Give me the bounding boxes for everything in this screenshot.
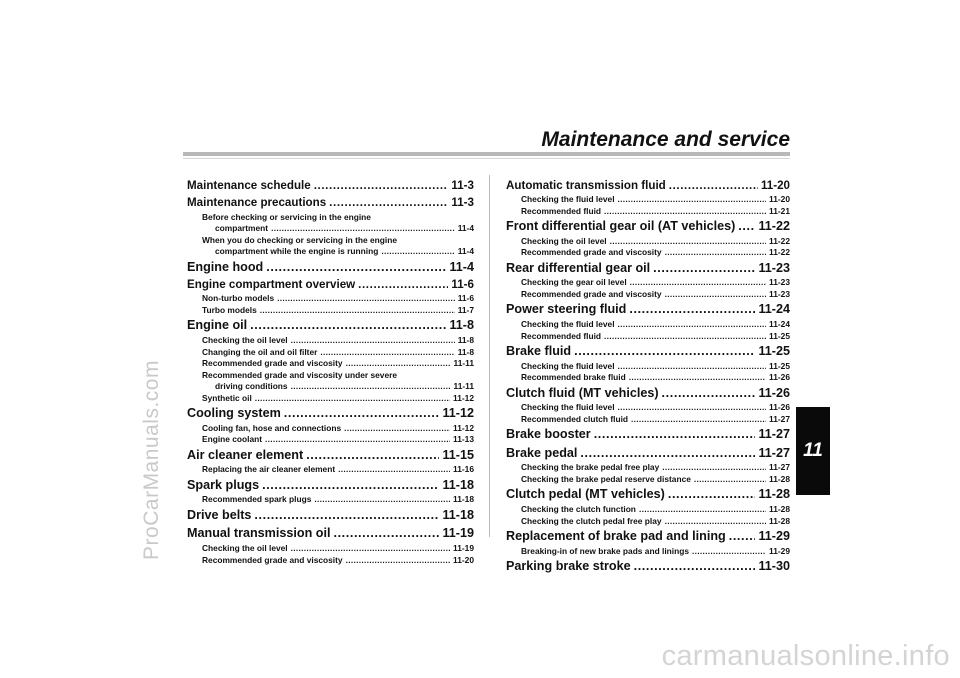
toc-entry[interactable] [187,404,474,423]
dot-leader [639,504,766,513]
toc-subentry-page: 11-28 [769,473,790,484]
dot-leader [266,258,446,271]
dot-leader [694,474,766,483]
toc-subentry[interactable] [187,555,474,567]
dot-leader [610,236,766,245]
toc-entry-title: Clutch fluid (MT vehicles) [506,385,659,400]
dot-leader [346,555,450,564]
dot-leader [631,414,766,423]
toc-subentry-page: 11-16 [453,464,474,475]
toc-entry-page: 11-12 [442,406,474,421]
toc-entry-page: 11-19 [442,526,474,541]
toc-subentry[interactable] [187,223,474,235]
toc-entry-page: 11-3 [451,179,474,192]
toc-subentry-title: Replacing the air cleaner element [202,464,336,475]
toc-subentry-page: 11-4 [457,223,474,234]
toc-entry-title: Brake fluid [506,344,572,359]
toc-subentry-page: 11-25 [769,360,790,371]
toc-subentry-page: 11-7 [457,304,474,315]
toc-subentry-page: 11-12 [453,422,474,433]
toc-subentry-title: Cooling fan, hose and connections [202,422,342,433]
toc-entry[interactable] [187,524,474,543]
toc-subentry-title: Checking the fluid level [521,360,615,371]
toc-subentry-title: Synthetic oil [202,392,252,403]
dot-leader [653,259,755,272]
dot-leader [669,177,758,189]
toc-subentry-page: 11-27 [769,413,790,424]
toc-subentry[interactable] [506,319,790,331]
toc-subentry[interactable] [506,546,790,558]
toc-subentry-page: 11-6 [457,293,474,304]
dot-leader [580,444,755,457]
toc-entry-title: Clutch pedal (MT vehicles) [506,487,665,502]
toc-entry-page: 11-18 [442,507,474,522]
toc-subentry-title: Recommended brake fluid [521,372,626,383]
toc-subentry-title: Recommended grade and viscosity [202,554,343,565]
dot-leader [314,177,449,189]
watermark-left-text: ProCarManuals.com [140,360,163,560]
toc-subentry[interactable] [187,393,474,405]
dot-leader [291,335,455,344]
toc-entry[interactable] [187,258,474,277]
toc-subentry-page: 11-20 [769,194,790,205]
toc-subentry-title: Recommended fluid [521,330,602,341]
dot-leader [329,194,448,206]
toc-subentry-page: 11-8 [457,335,474,346]
dot-leader [604,331,766,340]
toc-subentry[interactable] [187,434,474,446]
toc-subentry-title: Recommended spark plugs [202,494,312,505]
header-rule [183,152,790,156]
watermark-left [137,250,167,670]
toc-subentry-line[interactable]: When you do checking or servicing in the engine [202,234,397,245]
dot-leader [271,223,455,232]
toc-subentry[interactable] [506,372,790,384]
dot-leader [333,524,439,537]
dot-leader [665,289,766,298]
toc-subentry-page: 11-12 [453,392,474,403]
dot-leader [344,423,450,432]
toc-entry-page: 11-23 [758,260,790,275]
toc-subentry[interactable] [506,206,790,218]
toc-subentry[interactable] [506,361,790,373]
toc-subentry[interactable] [187,423,474,435]
toc-subentry-line[interactable]: Before checking or servicing in the engine [202,211,371,222]
dot-leader [629,372,766,381]
dot-leader [262,476,439,489]
toc-subentry[interactable] [506,474,790,486]
toc-subentry-page: 11-11 [453,381,474,392]
column-divider [489,175,490,537]
toc-subentry[interactable] [187,494,474,506]
toc-subentry-title: Checking the oil level [521,235,607,246]
toc-entry[interactable] [187,506,474,525]
toc-entry-title: Brake booster [506,427,591,442]
dot-leader [291,381,451,390]
dot-leader [284,404,440,417]
dot-leader [574,342,755,355]
toc-subentry[interactable] [506,194,790,206]
toc-entry[interactable] [187,446,474,465]
dot-leader [665,247,766,256]
toc-entry[interactable] [506,259,790,278]
toc-entry-page: 11-18 [442,477,474,492]
toc-subentry[interactable] [506,289,790,301]
toc-subentry[interactable] [187,347,474,359]
dot-leader [594,425,756,438]
toc-subentry-title: Recommended fluid [521,205,602,216]
toc-subentry-title: Turbo models [202,304,257,315]
toc-subentry[interactable] [187,381,474,393]
toc-subentry[interactable] [506,236,790,248]
toc-subentry-title: Checking the fluid level [521,194,615,205]
toc-entry-page: 11-4 [449,259,474,274]
toc-subentry-title: Checking the clutch function [521,504,636,515]
toc-entry[interactable] [506,527,790,546]
toc-subentry-title: Checking the gear oil level [521,277,627,288]
toc-subentry[interactable] [506,331,790,343]
toc-entry-page: 11-26 [758,385,790,400]
toc-entry[interactable] [506,300,790,319]
toc-subentry-page: 11-11 [453,358,474,369]
toc-subentry-page: 11-25 [769,330,790,341]
toc-subentry-title: Checking the brake pedal reserve distance [521,473,691,484]
toc-entry-title: Replacement of brake pad and lining [506,529,726,544]
toc-subentry-title: compartment while the engine is running [215,246,379,257]
toc-entry-page: 11-30 [758,559,790,574]
toc-subentry-title: Engine coolant [202,434,263,445]
chapter-tab[interactable]: 11 [796,407,830,495]
toc-entry-page: 11-3 [451,196,474,210]
toc-subentry-title: Checking the fluid level [521,319,615,330]
toc-subentry-line[interactable]: Recommended grade and viscosity under severe [202,369,398,380]
dot-leader [265,434,450,443]
dot-leader [618,319,766,328]
toc-entry-page: 11-6 [451,278,474,292]
toc-entry-title: Power steering fluid [506,302,627,317]
toc-entry[interactable] [506,342,790,361]
toc-subentry-page: 11-20 [453,554,474,565]
toc-subentry[interactable] [187,543,474,555]
dot-leader [618,361,766,370]
toc-subentry-title: Recommended grade and viscosity [521,288,662,299]
dot-leader [629,300,755,313]
toc-subentry[interactable] [506,402,790,414]
toc-entry-page: 11-27 [758,427,790,442]
dot-leader [738,217,755,230]
dot-leader [604,206,766,215]
dot-leader [662,384,756,397]
toc-entry[interactable] [506,177,790,194]
toc-entry-title: Automatic transmission fluid [506,179,666,192]
dot-leader [358,276,448,288]
dot-leader [306,446,439,459]
toc-entry[interactable] [506,217,790,236]
toc-entry-title: Front differential gear oil (AT vehicles) [506,219,736,234]
toc-entry-title: Parking brake stroke [506,559,631,574]
toc-subentry-page: 11-29 [769,545,790,556]
dot-leader [346,358,451,367]
toc-entry[interactable] [187,316,474,335]
toc-subentry[interactable] [187,305,474,317]
toc-subentry-title: Changing the oil and oil filter [202,346,318,357]
dot-leader [692,546,766,555]
toc-subentry-title: Checking the clutch pedal free play [521,515,662,526]
toc-subentry[interactable] [187,246,474,258]
toc-subentry-title: compartment [215,223,269,234]
toc-entry-page: 11-15 [442,447,474,462]
dot-leader [260,305,455,314]
dot-leader [314,494,450,503]
toc-subentry[interactable] [506,277,790,289]
toc-subentry[interactable] [506,247,790,259]
toc-subentry-page: 11-26 [769,372,790,383]
toc-entry[interactable] [506,485,790,504]
toc-entry-page: 11-29 [758,529,790,544]
dot-leader [668,485,756,498]
toc-entry-page: 11-25 [758,344,790,359]
toc-entry[interactable] [506,384,790,403]
toc-subentry-page: 11-27 [769,462,790,473]
toc-entry-title: Engine compartment overview [187,278,356,292]
toc-subentry-title: Checking the brake pedal free play [521,462,660,473]
toc-subentry-page: 11-8 [457,346,474,357]
toc-entry-title: Maintenance schedule [187,179,311,192]
toc-entry-page: 11-22 [758,219,790,234]
dot-leader [662,462,766,471]
toc-subentry-page: 11-21 [769,205,790,216]
toc-subentry-title: Checking the oil level [202,335,288,346]
toc-subentry-page: 11-28 [769,515,790,526]
dot-leader [254,506,439,519]
dot-leader [338,464,450,473]
dot-leader [729,527,756,540]
toc-entry-title: Air cleaner element [187,447,304,462]
toc-subentry-page: 11-24 [769,319,790,330]
toc-entry-title: Rear differential gear oil [506,260,651,275]
dot-leader [618,194,766,203]
toc-entry-page: 11-8 [449,318,474,333]
toc-subentry-page: 11-26 [769,402,790,413]
toc-subentry-title: Checking the oil level [202,543,288,554]
toc-subentry-page: 11-4 [457,246,474,257]
toc-subentry-title: Breaking-in of new brake pads and linings [521,545,689,556]
toc-entry-page: 11-27 [758,445,790,460]
toc-subentry-page: 11-18 [453,494,474,505]
toc-subentry[interactable] [187,464,474,476]
toc-entry[interactable] [506,444,790,463]
dot-leader [291,543,450,552]
toc-entry-title: Maintenance precautions [187,196,327,210]
toc-entry-page: 11-24 [758,302,790,317]
dot-leader [320,347,454,356]
toc-entry[interactable] [506,557,790,576]
toc-subentry[interactable] [506,504,790,516]
toc-entry-title: Drive belts [187,507,252,522]
toc-subentry-title: driving conditions [215,381,288,392]
toc-subentry-page: 11-13 [453,434,474,445]
toc-subentry-title: Recommended grade and viscosity [202,358,343,369]
toc-subentry-title: Checking the fluid level [521,402,615,413]
header-rule-thin [183,158,790,159]
toc-right-column [506,177,790,576]
toc-entry[interactable] [187,177,474,194]
dot-leader [634,557,756,570]
dot-leader [277,293,455,302]
toc-subentry[interactable] [506,414,790,426]
toc-entry-title: Manual transmission oil [187,526,331,541]
dot-leader [250,316,446,329]
toc-left-column [187,177,474,566]
toc-subentry-title: Recommended clutch fluid [521,413,629,424]
toc-subentry[interactable] [187,358,474,370]
toc-entry[interactable] [187,276,474,293]
dot-leader [255,393,450,402]
toc-entry-page: 11-28 [758,487,790,502]
toc-subentry-page: 11-23 [769,277,790,288]
toc-entry-title: Cooling system [187,406,281,421]
toc-subentry-page: 11-22 [769,247,790,258]
toc-subentry-page: 11-23 [769,288,790,299]
toc-subentry[interactable] [506,462,790,474]
toc-subentry[interactable] [187,293,474,305]
toc-entry[interactable] [506,425,790,444]
dot-leader [630,277,766,286]
toc-entry-title: Engine oil [187,318,248,333]
watermark-bottom: carmanualsonline.info [661,640,950,672]
toc-subentry-title: Non-turbo models [202,293,275,304]
toc-entry-title: Engine hood [187,259,264,274]
toc-subentry-page: 11-22 [769,235,790,246]
toc-subentry-page: 11-19 [453,543,474,554]
dot-leader [665,516,766,525]
toc-subentry-title: Recommended grade and viscosity [521,247,662,258]
page-title: Maintenance and service [541,128,790,151]
toc-entry[interactable] [187,194,474,211]
toc-subentry-page: 11-28 [769,504,790,515]
dot-leader [618,402,766,411]
toc-subentry[interactable] [187,335,474,347]
toc-entry-page: 11-20 [760,179,790,192]
toc-subentry[interactable] [506,516,790,528]
toc-entry[interactable] [187,476,474,495]
toc-entry-title: Brake pedal [506,445,578,460]
dot-leader [381,246,454,255]
toc-entry-title: Spark plugs [187,477,260,492]
